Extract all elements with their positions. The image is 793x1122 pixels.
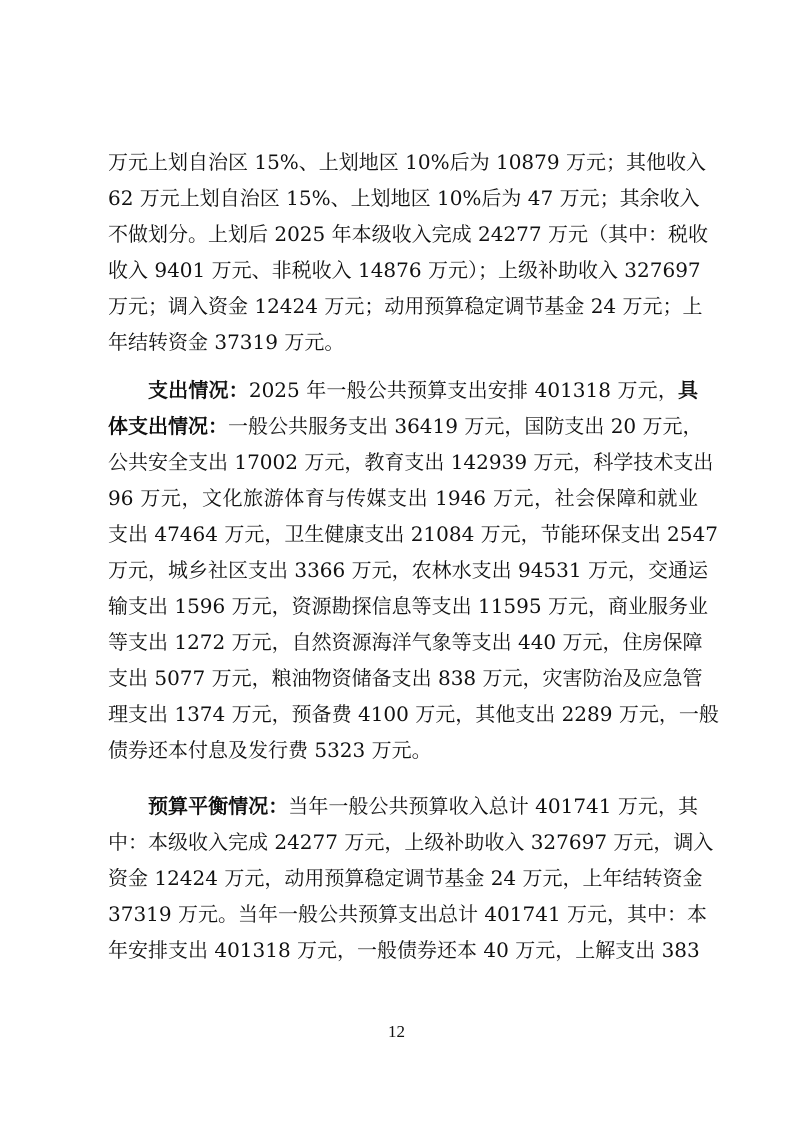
paragraph-1-line-5: 万元；调入资金 12424 万元；动用预算稳定调节基金 24 万元；上 (108, 294, 703, 318)
expenditure-detail-heading-end: 体支出情况： (108, 414, 228, 438)
paragraph-2-line-7: 输支出 1596 万元，资源勘探信息等支出 11595 万元，商业服务业 (108, 594, 708, 618)
paragraph-2-line-4: 96 万元，文化旅游体育与传媒支出 1946 万元，社会保障和就业 (108, 486, 698, 510)
expenditure-detail-heading-start: 具 (678, 378, 698, 402)
paragraph-2-line-1 (148, 378, 698, 404)
paragraph-3-line-1 (148, 794, 698, 820)
paragraph-1-line-4: 收入 9401 万元、非税收入 14876 万元）；上级补助收入 327697 (108, 258, 701, 282)
paragraph-2-line-11: 债券还本付息及发行费 5323 万元。 (108, 738, 432, 762)
paragraph-1-line-2: 62 万元上划自治区 15%、上划地区 10%后为 47 万元；其余收入 (108, 186, 700, 210)
paragraph-2-line-9: 支出 5077 万元，粮油物资储备支出 838 万元，灾害防治及应急管 (108, 666, 703, 690)
page-number: 12 (388, 1022, 405, 1041)
paragraph-3-line-3: 资金 12424 万元，动用预算稳定调节基金 24 万元，上年结转资金 (108, 866, 703, 890)
paragraph-1-line-1: 万元上划自治区 15%、上划地区 10%后为 10879 万元；其他收入 (108, 150, 706, 174)
paragraph-2-line-6: 万元，城乡社区支出 3366 万元，农林水支出 94531 万元，交通运 (108, 558, 708, 582)
paragraph-2-line-5: 支出 47464 万元，卫生健康支出 21084 万元，节能环保支出 2547 (108, 522, 718, 546)
paragraph-1-line-3: 不做划分。上划后 2025 年本级收入完成 24277 万元（其中：税收 (108, 222, 708, 246)
paragraph-3-line-4: 37319 万元。当年一般公共预算支出总计 401741 万元，其中：本 (108, 902, 708, 926)
budget-balance-text: 当年一般公共预算收入总计 401741 万元，其 (288, 794, 699, 818)
expenditure-heading: 支出情况： (148, 378, 249, 402)
paragraph-2-line-3: 公共安全支出 17002 万元，教育支出 142939 万元，科学技术支出 (108, 450, 714, 474)
paragraph-3-line-2: 中：本级收入完成 24277 万元，上级补助收入 327697 万元，调入 (108, 830, 714, 854)
paragraph-1-line-6: 年结转资金 37319 万元。 (108, 330, 345, 354)
expenditure-detail-text: 一般公共服务支出 36419 万元，国防支出 20 万元， (228, 414, 703, 438)
paragraph-3-line-5: 年安排支出 401318 万元，一般债券还本 40 万元，上解支出 383 (108, 938, 700, 962)
paragraph-2-line-10: 理支出 1374 万元，预备费 4100 万元，其他支出 2289 万元，一般 (108, 702, 719, 726)
paragraph-2-line-2 (108, 414, 703, 440)
paragraph-2-line-8: 等支出 1272 万元，自然资源海洋气象等支出 440 万元，住房保障 (108, 630, 703, 654)
budget-balance-heading: 预算平衡情况： (148, 794, 289, 818)
expenditure-total-text: 2025 年一般公共预算支出安排 401318 万元， (248, 378, 678, 402)
